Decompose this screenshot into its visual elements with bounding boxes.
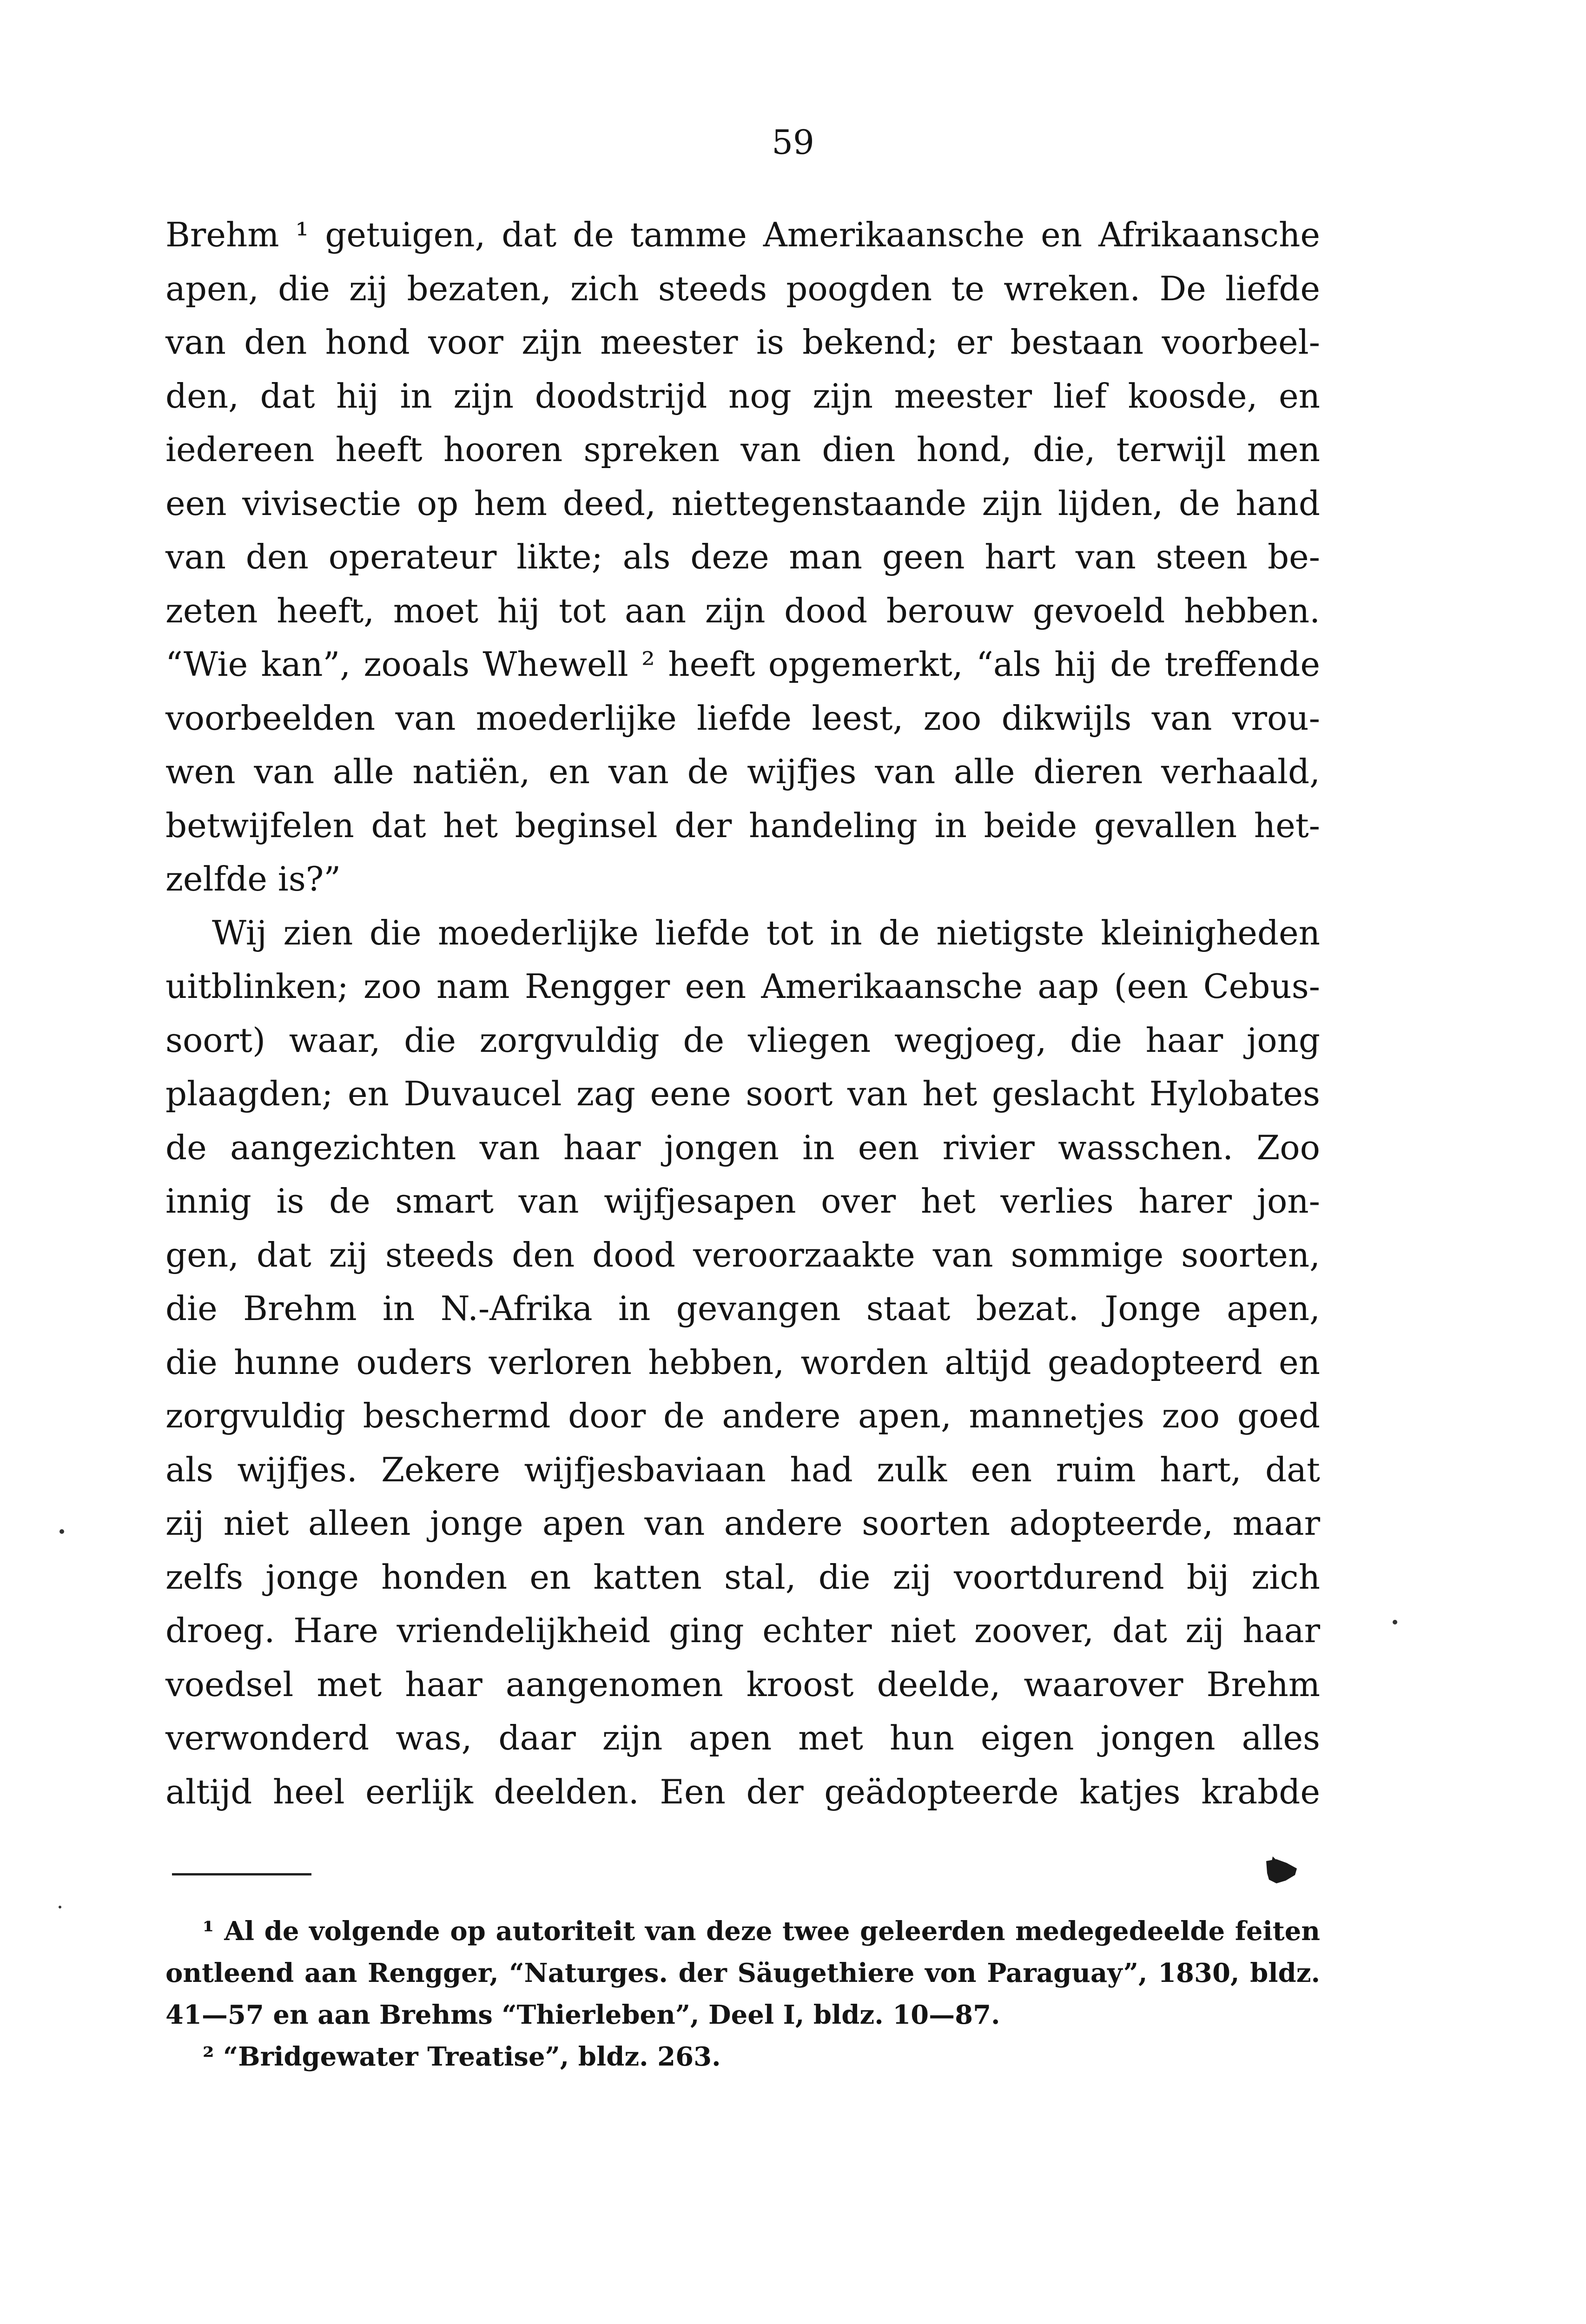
text-line: zeten heeft, moet hij tot aan zijn dood berouw gevoeld hebben. [165,591,1320,630]
footnote-line: ¹ Al de volgende op autoriteit van deze twee geleerden medegedeelde feiten [203,1916,1320,1947]
text-line: wen van alle natiën, en van de wijfjes van alle dieren verhaald, [165,752,1320,791]
printer-mark-icon [1262,1855,1300,1887]
scan-speck [1393,1620,1397,1624]
text-line: soort) waar, die zorgvuldig de vliegen wegjoeg, die haar jong [165,1020,1320,1060]
page-number: 59 [772,123,814,162]
footnotes [165,1910,1320,2078]
text-line: uitblinken; zoo nam Rengger een Amerikaansche aap (een Cebus- [165,967,1320,1006]
text-line: die hunne ouders verloren hebben, worden altijd geadopteerd en [165,1342,1320,1382]
text-line: die Brehm in N.-Afrika in gevangen staat bezat. Jonge apen, [165,1289,1320,1328]
text-line: “Wie kan”, zooals Whewell ² heeft opgemerkt, “als hij de treffende [165,645,1320,684]
text-line: een vivisectie op hem deed, niettegenstaande zijn lijden, de hand [165,483,1320,523]
text-line: voedsel met haar aangenomen kroost deelde, waarover Brehm [165,1664,1320,1704]
text-line: van den operateur likte; als deze man geen hart van steen be- [165,537,1320,576]
footnote-divider [172,1873,311,1875]
text-line: zorgvuldig beschermd door de andere apen, mannetjes zoo goed [165,1396,1320,1435]
text-line: iedereen heeft hooren spreken van dien hond, die, terwijl men [165,430,1320,469]
text-line: droeg. Hare vriendelijkheid ging echter niet zoover, dat zij haar [165,1611,1320,1650]
text-line: van den hond voor zijn meester is bekend; er bestaan voorbeel- [165,323,1320,362]
text-line: altijd heel eerlijk deelden. Een der geädopteerde katjes krabde [165,1772,1320,1811]
text-line: betwijfelen dat het beginsel der handeling in beide gevallen het- [165,805,1320,845]
footnote-line: ontleend aan Rengger, “Naturges. der Säugethiere von Paraguay”, 1830, bldz. [165,1958,1320,1988]
text-line: apen, die zij bezaten, zich steeds poogden te wreken. De liefde [165,269,1320,308]
text-line: als wijfjes. Zekere wijfjesbaviaan had zulk een ruim hart, dat [165,1450,1320,1489]
text-line: de aangezichten van haar jongen in een rivier wasschen. Zoo [165,1128,1320,1167]
text-line: gen, dat zij steeds den dood veroorzaakte van sommige soorten, [165,1235,1320,1274]
paragraph-start-line: Wij zien die moederlijke liefde tot in de nietigste kleinigheden [212,913,1320,952]
text-line: innig is de smart van wijfjesapen over het verlies harer jon- [165,1182,1320,1221]
scan-speck [59,1529,64,1534]
text-line: Brehm ¹ getuigen, dat de tamme Amerikaansche en Afrikaansche [165,215,1320,254]
body-text [165,208,1320,1819]
paragraph-end-line: zelfde is?” [165,859,341,898]
footnote-line: ² “Bridgewater Treatise”, bldz. 263. [203,2041,721,2072]
text-line: zelfs jonge honden en katten stal, die zij voortdurend bij zich [165,1557,1320,1597]
scan-speck [59,1906,61,1908]
text-line: den, dat hij in zijn doodstrijd nog zijn meester lief koosde, en [165,376,1320,416]
text-line: plaagden; en Duvaucel zag eene soort van het geslacht Hylobates [165,1074,1320,1113]
text-line: zij niet alleen jonge apen van andere soorten adopteerde, maar [165,1504,1320,1543]
text-line: voorbeelden van moederlijke liefde leest, zoo dikwijls van vrou- [165,698,1320,738]
footnote-line: 41—57 en aan Brehms “Thierleben”, Deel I, bldz. 10—87. [165,2000,1000,2030]
text-line: verwonderd was, daar zijn apen met hun eigen jongen alles [165,1718,1320,1757]
